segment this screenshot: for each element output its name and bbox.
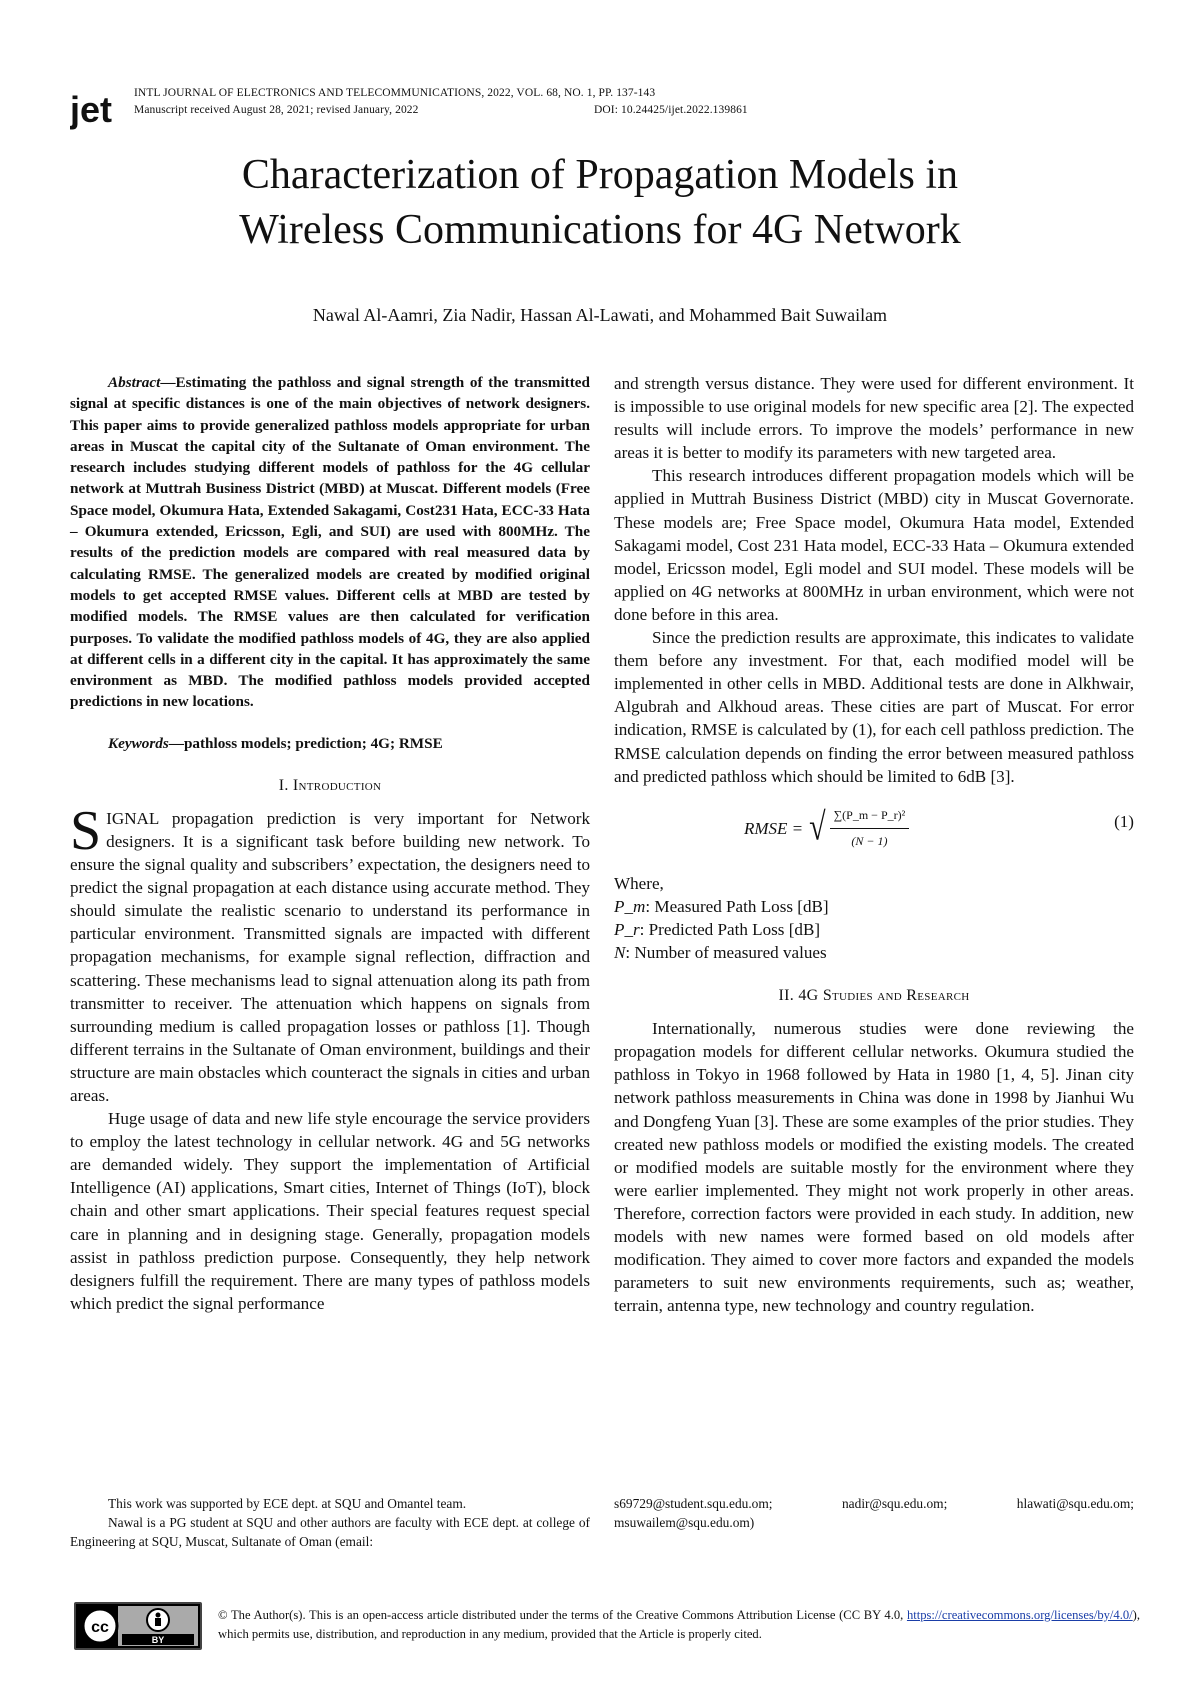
section-heading-4g-studies: II. 4G Studies and Research	[778, 987, 970, 1005]
equation-body	[744, 804, 909, 853]
definition-pm	[614, 895, 1134, 918]
abstract-label: Abstract	[108, 374, 161, 391]
keywords-label: Keywords	[108, 734, 169, 752]
definition-n-text: : Number of measured values	[625, 942, 827, 962]
author-list: Nawal Al-Aamri, Zia Nadir, Hassan Al-Lawati, and Mohammed Bait Suwailam	[312, 305, 888, 325]
right-column	[614, 372, 1134, 1317]
symbol-pm: P_m	[614, 896, 646, 916]
manuscript-dates-line	[134, 104, 748, 116]
manuscript-dates: Manuscript received August 28, 2021; revised January, 2022	[134, 104, 419, 116]
badge-by-text: BY	[151, 1635, 165, 1645]
abstract	[70, 372, 590, 713]
symbol-n: N	[614, 942, 626, 962]
definition-pr	[614, 918, 1134, 941]
logo-text: jet	[70, 89, 113, 130]
symbol-pr: P_r	[614, 919, 640, 939]
abstract-text: —Estimating the pathloss and signal strength of the transmitted signal at specific distances is one of the main objectives of network designers. This paper aims to provide generalized pathloss models appropriate for urban areas in Muscat the capital city of the Sultanate of Oman environment. The research includes studying different models of pathloss for the 4G cellular network at Muttrah Business District (MBD) at Muscat. Different models (Free Space model, Okumura Hata, Extended Sakagami, Cost231 Hata, ECC-33 Hata – Okumura extended, Ericsson, Egli, and SUI) are used with 800MHz. The results of the prediction models are compared with real measured data by calculating RMSE. The generalized models are created by modified original models to get accepted RMSE values. Different cells at MBD are tested by modified models. The RMSE values are then calculated for verification purposes. To validate the modified pathloss models of 4G, they are also applied at different cells in a different city in the capital. It has approximately the same environment as MBD. The modified pathloss models provided accepted predictions in new locations.	[70, 374, 590, 711]
intro-paragraph-1-text: IGNAL propagation prediction is very important for Network designers. It is a significant task before building new network. To ensure the signal quality and subscribers’ expectation, the designers need to predict the signal propagation at each distance using accurate method. They should simulate the realistic scenario to understand its performance in particular environment. Transmitted signals are impacted with different propagation mechanisms, for example signal reflection, diffraction and scattering. These mechanisms lead to signal attenuation along its path from transmitter to receiver. The attenuation which happens on signals from surrounding medium is called propagation losses or pathloss [1]. Though different terrains in the Sultanate of Oman environment, buildings and their structure are main obstacles which counteract the signals in cities and urban areas.	[70, 808, 590, 1105]
intro-paragraph-4: Since the prediction results are approximate, this indicates to validate them before any investment. For that, each modified model will be implemented in other cells in MBD. Additional tests are done in Alkhwair, Algubrah and Alkhoud areas. These cities are part of Muscat. For error indication, RMSE is calculated by (1), for each cell pathloss prediction. The RMSE calculation depends on finding the error between measured pathloss and predicted pathloss which should be limited to 6dB [3].	[614, 628, 1134, 786]
equation-lhs: RMSE =	[744, 818, 804, 838]
equation-fraction	[830, 804, 910, 853]
license-text	[218, 1606, 1140, 1644]
license-link[interactable]: https://creativecommons.org/licenses/by/4.0/	[906, 1608, 1133, 1622]
keywords-text: —pathloss models; prediction; 4G; RMSE	[168, 734, 443, 752]
variable-definitions	[614, 872, 1134, 964]
intro-paragraph-1	[70, 799, 590, 1107]
footnote-left	[70, 1494, 590, 1551]
equation-number: (1)	[1114, 811, 1134, 831]
section-heading-introduction: I. Introduction	[278, 776, 382, 794]
equation-numerator: ∑(P_m − P_r)²	[830, 804, 910, 829]
license-text-before: © The Author(s). This is an open-access article distributed under the terms of the Creative Commons Attribution License (CC BY 4.0,	[218, 1608, 907, 1622]
intro-paragraph-2-continued: and strength versus distance. They were used for different environment. It is impossible to use original models for new specific area [2]. The expected results will include errors. To improve the models’ performance in new areas it is better to modify its parameters with new targeted area.	[614, 374, 1134, 463]
doi: DOI: 10.24425/ijet.2022.139861	[594, 104, 748, 116]
rmse-equation	[614, 794, 1134, 856]
license-text-after: ), which permits use, distribution, and reproduction in any medium, provided that the Article is properly cited.	[218, 1608, 1140, 1641]
footnote-support: This work was supported by ECE dept. at SQU and Omantel team.	[108, 1496, 467, 1511]
studies-paragraph-1: Internationally, numerous studies were done reviewing the propagation models for different cellular networks. Okumura studied the pathloss in Tokyo in 1968 followed by Hata in 1980 [1, 4, 5]. Jinan city network pathloss measurements in China was done in 1998 by Jianhui Wu and Dongfeng Yuan [3]. These are some examples of the prior studies. They created new pathloss models or modified the existing models. The created or modified models are suitable mostly for the environment where they were earlier implemented. They might not work properly in other areas. Therefore, correction factors were provided in each study. In addition, new models with new names were formed based on old models after modification. They aimed to cover more factors and expanded the models parameters to suit new environments requirements, such as; weather, terrain, antenna type, new technology and country regulation.	[614, 1019, 1134, 1316]
definition-n	[614, 941, 1134, 964]
intro-paragraph-2: Huge usage of data and new life style encourage the service providers to employ the latest technology in cellular network. 4G and 5G networks are demanded widely. They support the implementation of Artificial Intelligence (AI) applications, Smart cities, Internet of Things (IoT), block chain and other smart applications. Their special features request special care in planning and in designing stage. Generally, propagation models assist in pathloss prediction purpose. Consequently, they help network designers fulfill the requirement. There are many types of pathloss models which predict the signal performance	[70, 1109, 590, 1313]
paper-title	[100, 148, 1100, 258]
drop-cap: S	[70, 799, 102, 862]
title-line-1: Characterization of Propagation Models in	[241, 152, 959, 198]
definition-pr-text: : Predicted Path Loss [dB]	[639, 919, 821, 939]
badge-cc-text: cc	[91, 1619, 109, 1636]
equation-denominator: (N − 1)	[851, 833, 888, 848]
journal-citation: INTL JOURNAL OF ELECTRONICS AND TELECOMMUNICATIONS, 2022, VOL. 68, NO. 1, PP. 137-143	[134, 87, 656, 99]
jet-logo	[70, 82, 122, 132]
left-column	[70, 372, 590, 1315]
definition-pm-text: : Measured Path Loss [dB]	[645, 896, 829, 916]
keywords	[70, 733, 590, 754]
title-line-2: Wireless Communications for 4G Network	[239, 207, 961, 253]
footnote-affiliation: Nawal is a PG student at SQU and other authors are faculty with ECE dept. at college of Engineering at SQU, Muscat, Sultanate of Oman (email:	[70, 1515, 590, 1549]
where-label: Where,	[614, 873, 664, 893]
square-root-icon: √	[809, 806, 826, 850]
intro-paragraph-3: This research introduces different propagation models which will be applied in Muttrah Business District (MBD) city in Muscat Governorate. These models are; Free Space model, Okumura Hata model, Extended Sakagami model, Cost 231 Hata model, ECC-33 Hata – Okumura extended model, Ericsson model, Egli model and SUI model. These models will be applied on 4G networks at 800MHz in urban environment, which were not done before in this area.	[614, 466, 1134, 624]
footnote-emails: s69729@student.squ.edu.om; nadir@squ.edu.om; hlawati@squ.edu.om; msuwailem@squ.edu.om)	[614, 1496, 1134, 1530]
cc-by-license-badge[interactable]	[74, 1602, 202, 1650]
